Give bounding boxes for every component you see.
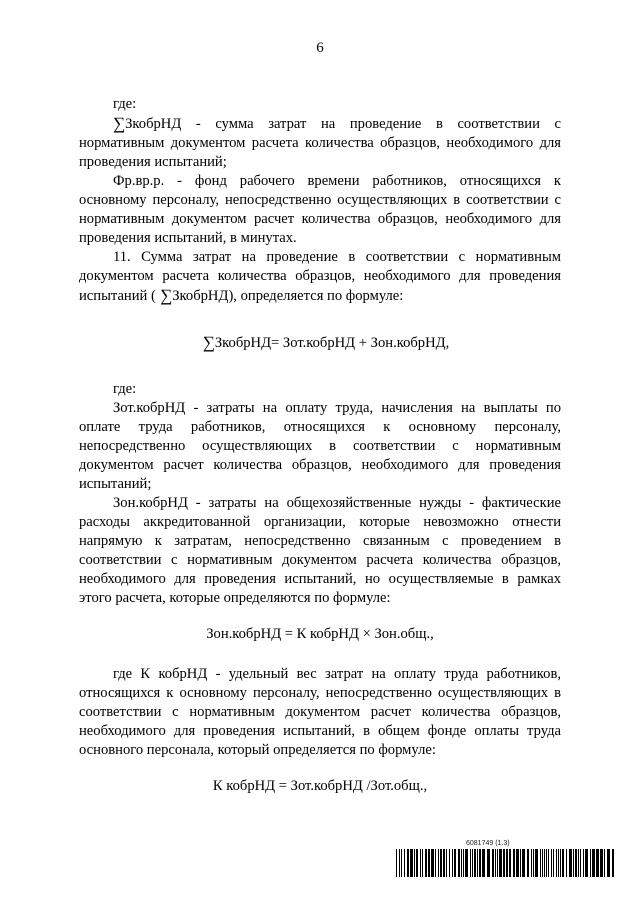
- definition-work-time-fund: Фр.вр.р. - фонд рабочего времени работников, относящихся к основному персоналу, непосредственно осуществляющих в соответствии с нормативным документом расчет количества образцов, необходимого для проведения испытаний, в минутах.: [79, 173, 561, 246]
- definition-share-coefficient: где К кобрНД - удельный вес затрат на оплату труда работников, относящихся к основному персоналу, непосредственно осуществляющих в соответствии с нормативным документом расчет количества образцов, необходимого для проведения испытаний, в общем фонде оплаты труда основного персонала, который определяется по формуле:: [79, 666, 561, 758]
- definition-sum-costs: [79, 114, 561, 172]
- paragraph-11: [79, 248, 561, 306]
- sum-sign-icon: ∑: [113, 114, 126, 133]
- where-label: где:: [113, 381, 137, 397]
- paragraph-11-tail: ), определяется по формуле:: [228, 288, 404, 304]
- barcode-block: [396, 840, 614, 880]
- paragraph-11-text: 11. Сумма затрат на проведение в соответствии с нормативным документом расчета количества образцов, необходимого для проведения испытаний (: [79, 249, 561, 304]
- formula-total-lhs: ЗкобрНД: [214, 335, 272, 351]
- formula-total-rhs: = Зот.кобрНД + Зон.кобрНД,: [271, 335, 450, 351]
- sum-sign-icon: ∑: [202, 333, 215, 352]
- page-number: 6: [316, 40, 324, 56]
- definition-labor-costs: Зот.кобрНД - затраты на оплату труда, начисления на выплаты по оплате труда работников, относящихся к основному персоналу, непосредственно осуществляющих в соответствии с нормативным документом расчет количества образцов, необходимого для проведения испытаний;: [79, 400, 561, 492]
- barcode-icon: [396, 849, 614, 877]
- formula-total-costs: [79, 333, 561, 353]
- definition-sum-costs-text: ЗкобрНД - сумма затрат на проведение в соответствии с нормативным документом расчета количества образцов, необходимого для проведения испытаний;: [79, 116, 561, 170]
- formula-overhead: Зон.кобрНД = К кобрНД × Зон.общ.,: [206, 626, 434, 642]
- paragraph-11-term: ЗкобрНД: [172, 288, 229, 304]
- where-label: где:: [113, 96, 137, 112]
- document-body: [79, 95, 561, 796]
- sum-sign-icon: ∑: [155, 286, 173, 305]
- definition-overhead-costs: Зон.кобрНД - затраты на общехозяйственные нужды - фактические расходы аккредитованной организации, которые невозможно отнести напрямую к затратам, непосредственно связанным с проведением в соответствии с нормативным документом расчета количества образцов, необходимого для проведения испытаний, но осуществляемые в рамках этого расчета, которые определяются по формуле:: [79, 495, 561, 606]
- barcode-number: 6081749 (1.3): [466, 840, 510, 847]
- formula-share-coefficient: К кобрНД = Зот.кобрНД /Зот.общ.,: [212, 778, 428, 794]
